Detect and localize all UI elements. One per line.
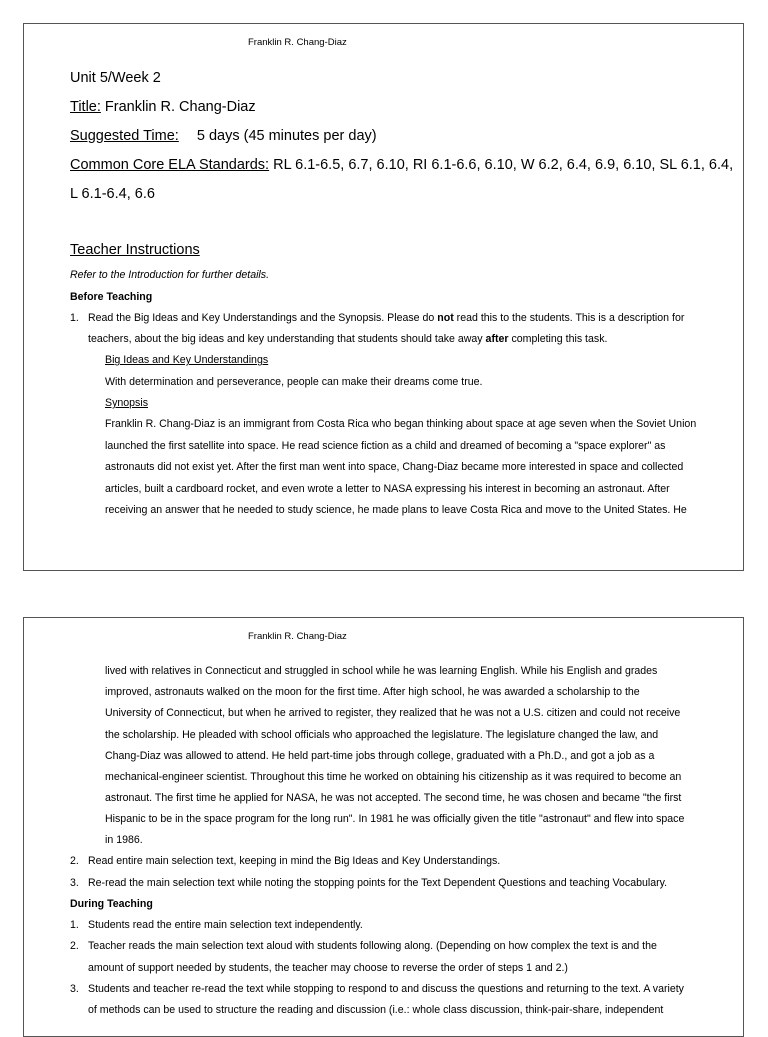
- time-line: [70, 128, 377, 144]
- synopsis-line: astronaut. The first time he applied for NASA, he was not accepted. The second time, he was chosen and became "the first: [105, 792, 682, 804]
- title-label: Title:: [70, 99, 101, 115]
- text-run: read this to the students. This is a description for: [453, 312, 685, 324]
- list-number: 1.: [70, 312, 79, 324]
- during-item-2-line1: Teacher reads the main selection text aloud with students following along. (Depending on how complex the text is and the: [88, 940, 657, 952]
- synopsis-line: receiving an answer that he needed to study science, he made plans to leave Costa Rica and move to the United States. He: [105, 504, 687, 516]
- big-ideas-heading: Big Ideas and Key Understandings: [105, 354, 269, 366]
- big-ideas-text: With determination and perseverance, people can make their dreams come true.: [105, 376, 483, 388]
- before-teaching-heading: Before Teaching: [70, 291, 153, 303]
- synopsis-line: Hispanic to be in the space program for the long run". In 1981 he was officially given the title "astronaut" and flew into space: [105, 813, 685, 825]
- standards-value: RL 6.1-6.5, 6.7, 6.10, RI 6.1-6.6, 6.10, W 6.2, 6.4, 6.9, 6.10, SL 6.1, 6.4,: [269, 157, 734, 173]
- page-header: Franklin R. Chang-Diaz: [248, 37, 347, 48]
- before-item-3: Re-read the main selection text while noting the stopping points for the Text Dependent Questions and teaching Vocabulary.: [88, 877, 668, 889]
- list-number: 3.: [70, 983, 79, 995]
- synopsis-line: lived with relatives in Connecticut and struggled in school while he was learning English. While his English and grades: [105, 665, 658, 677]
- synopsis-line: astronauts did not exist yet. After the first man went into space, Chang-Diaz became more interested in space and collected: [105, 461, 684, 473]
- text-run-bold: not: [437, 312, 454, 324]
- synopsis-line: mechanical-engineer scientist. Throughout this time he worked on obtaining his citizenship as it was required to become an: [105, 771, 682, 783]
- synopsis-line: in 1986.: [105, 834, 143, 846]
- synopsis-heading: Synopsis: [105, 397, 148, 409]
- standards-label: Common Core ELA Standards:: [70, 157, 270, 173]
- synopsis-line: Chang-Diaz was allowed to attend. He held part-time jobs through college, graduated with a Ph.D., and got a job as a: [105, 750, 655, 762]
- before-item-2: Read entire main selection text, keeping in mind the Big Ideas and Key Understandings.: [88, 855, 501, 867]
- during-item-1: Students read the entire main selection text independently.: [88, 919, 363, 931]
- during-item-3-line2: of methods can be used to structure the reading and discussion (i.e.: whole class discussion, think-pair-share, independent: [88, 1004, 664, 1016]
- title-value: Franklin R. Chang-Diaz: [100, 99, 256, 115]
- synopsis-line: launched the first satellite into space. He read science fiction as a child and dreamed of becoming a "space explorer" as: [105, 440, 666, 452]
- text-run: completing this task.: [508, 333, 608, 345]
- synopsis-line: the scholarship. He pleaded with school officials who approached the legislature. The legislature changed the law, and: [105, 729, 659, 741]
- unit-week: Unit 5/Week 2: [70, 70, 161, 86]
- title-line: [70, 99, 256, 115]
- text-run: Read the Big Ideas and Key Understandings and the Synopsis. Please do: [88, 312, 438, 324]
- text-run: teachers, about the big ideas and key understanding that students should take away: [88, 333, 486, 345]
- document-page-1: [23, 23, 744, 571]
- synopsis-line: articles, built a cardboard rocket, and even wrote a letter to NASA expressing his interest in becoming an astronaut. After: [105, 483, 670, 495]
- text-run-bold: after: [485, 333, 509, 345]
- during-item-2-line2: amount of support needed by students, the teacher may choose to reverse the order of steps 1 and 2.): [88, 962, 568, 974]
- teacher-instructions-heading: Teacher Instructions: [70, 242, 200, 258]
- before-item-1-line2: [88, 333, 607, 345]
- before-item-1-line1: [88, 312, 684, 324]
- time-label: Suggested Time:: [70, 128, 179, 144]
- standards-line: [70, 157, 733, 173]
- standards-value-cont: L 6.1-6.4, 6.6: [70, 186, 155, 202]
- refer-text: Refer to the Introduction for further details.: [70, 269, 270, 281]
- synopsis-line: Franklin R. Chang-Diaz is an immigrant from Costa Rica who began thinking about space at age seven when the Soviet Union: [105, 418, 697, 430]
- synopsis-line: University of Connecticut, but when he arrived to register, they realized that he was not a U.S. citizen and could not receive: [105, 707, 681, 719]
- document-page-2: [23, 617, 744, 1037]
- list-number: 1.: [70, 919, 79, 931]
- synopsis-line: improved, astronauts walked on the moon for the first time. After high school, he was awarded a scholarship to the: [105, 686, 640, 698]
- list-number: 2.: [70, 940, 79, 952]
- list-number: 2.: [70, 855, 79, 867]
- list-number: 3.: [70, 877, 79, 889]
- page-header: Franklin R. Chang-Diaz: [248, 631, 347, 642]
- during-teaching-heading: During Teaching: [70, 898, 153, 910]
- time-value: 5 days (45 minutes per day): [196, 128, 377, 144]
- during-item-3-line1: Students and teacher re-read the text while stopping to respond to and discuss the questions and returning to the text. A variety: [88, 983, 684, 995]
